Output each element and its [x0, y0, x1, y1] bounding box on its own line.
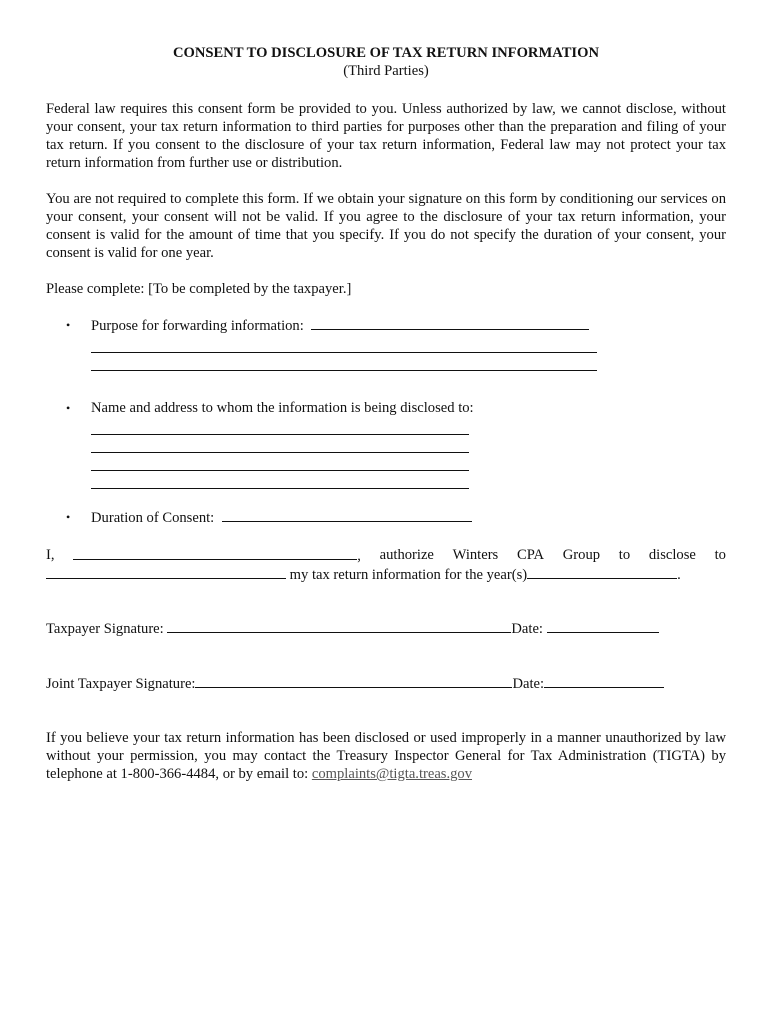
joint-date-field[interactable] [544, 674, 664, 688]
authorization-line-1 [46, 546, 726, 565]
taxpayer-signature-field[interactable] [167, 619, 511, 633]
auth-word-i: I, [46, 547, 55, 563]
auth-word: Group [562, 547, 601, 563]
recipient-field-line-3[interactable] [91, 453, 469, 471]
taxpayer-signature-label: Taxpayer Signature: [46, 621, 164, 637]
form-subtitle: (Third Parties) [343, 63, 429, 79]
joint-signature-label: Joint Taxpayer Signature: [46, 676, 196, 692]
joint-signature-field[interactable] [195, 674, 512, 688]
consent-terms-paragraph: You are not required to complete this form. If we obtain your signature on this form by conditioning our services on your consent, your consent will not be valid. If you agree to the disclosure of your tax return information, your consent is valid for the amount of time that you specify. If you do not specify the duration of your consent, your consent is valid for one year. [46, 191, 726, 261]
auth-comma: , [357, 548, 361, 564]
auth-word: authorize [379, 547, 434, 563]
auth-word: to [618, 547, 631, 563]
recipient-field-line-4[interactable] [91, 471, 469, 489]
taxpayer-name-field[interactable] [73, 546, 357, 560]
auth-word: to [714, 547, 726, 563]
duration-item [46, 508, 726, 527]
auth-word: CPA [516, 547, 545, 563]
bullet-icon: • [66, 510, 71, 524]
auth-word: Winters [452, 547, 499, 563]
recipient-label: Name and address to whom the information is being disclosed to: [91, 400, 474, 416]
taxpayer-date-label: Date: [511, 621, 543, 637]
joint-date-label: Date: [512, 676, 545, 692]
complaints-email-link[interactable]: complaints@tigta.treas.gov [311, 766, 473, 782]
authorization-line-2 [46, 565, 726, 584]
bullet-icon: • [66, 318, 71, 332]
consent-form [46, 44, 726, 801]
recipient-field-line-2[interactable] [91, 435, 469, 453]
bullet-icon: • [66, 401, 71, 415]
taxpayer-signature-row [46, 619, 726, 638]
auth-period: . [677, 567, 681, 583]
duration-field[interactable] [222, 508, 472, 522]
recipient-item [46, 399, 726, 417]
purpose-label: Purpose for forwarding information: [91, 318, 304, 334]
recipient-name-field[interactable] [46, 565, 286, 579]
purpose-item [46, 316, 726, 335]
purpose-field-line-2[interactable] [91, 335, 597, 353]
form-title: CONSENT TO DISCLOSURE OF TAX RETURN INFORMATION [173, 45, 599, 61]
purpose-field[interactable] [311, 316, 589, 330]
joint-signature-row [46, 674, 726, 693]
duration-label: Duration of Consent: [91, 510, 215, 526]
auth-name-group [73, 546, 361, 565]
tigta-notice [46, 729, 726, 783]
purpose-field-line-3[interactable] [91, 353, 597, 371]
taxpayer-date-field[interactable] [547, 619, 659, 633]
tigta-notice-text: If you believe your tax return information has been disclosed or used improperly in a manner unauthorized by law without your permission, you may contact the Treasury Inspector General for Tax Administration (TIGTA) by telephone at 1-800-366-4484, or by email to: [46, 730, 726, 782]
auth-line2-text: my tax return information for the year(s) [289, 567, 528, 583]
tax-years-field[interactable] [527, 565, 677, 579]
auth-word: disclose [648, 547, 696, 563]
completion-instruction: Please complete: [To be completed by the taxpayer.] [46, 281, 352, 297]
intro-paragraph: Federal law requires this consent form be provided to you. Unless authorized by law, we cannot disclose, without your consent, your tax return information to third parties for purposes other than the preparation and filing of your tax return. If you consent to the disclosure of your tax return information, Federal law may not protect your tax return information from further use or distribution. [46, 101, 726, 171]
recipient-field-line-1[interactable] [91, 417, 469, 435]
